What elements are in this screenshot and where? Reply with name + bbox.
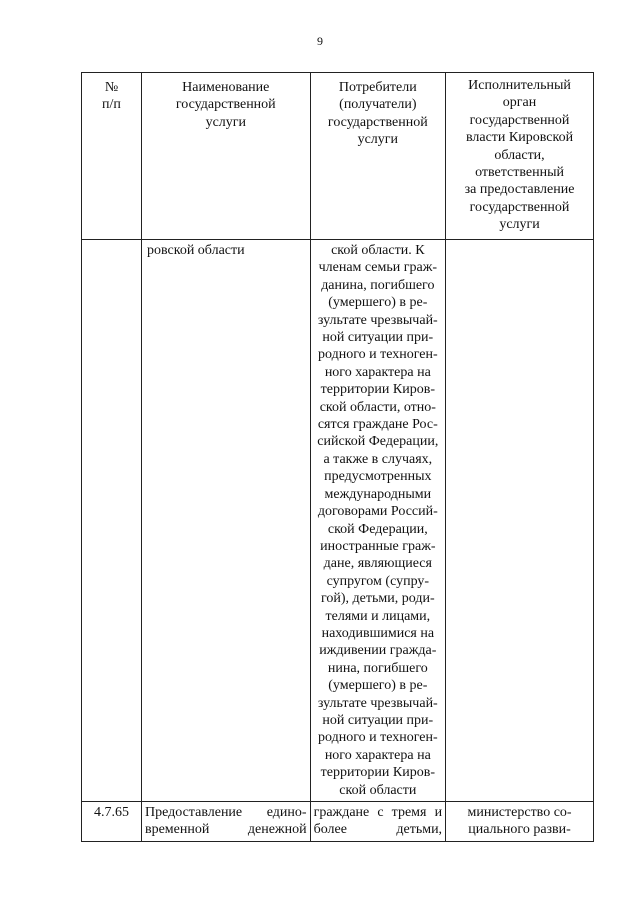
cell-consumers-line: предусмотренных	[324, 469, 432, 485]
cell-consumers-line: телями и лицами,	[325, 608, 431, 624]
header-organ-line: услуги	[499, 217, 540, 233]
cell-consumers-line: а также в случаях,	[323, 451, 433, 467]
cell-consumers-line: ной ситуации при-	[322, 712, 434, 728]
cell-consumers-line: данина, погибшего	[321, 277, 435, 293]
cell-consumers-line: зультате чрезвычай-	[317, 312, 438, 328]
cell-consumers-line: родного и техноген-	[317, 730, 438, 746]
header-organ-line: власти Кировской	[465, 130, 574, 146]
page-number: 9	[317, 34, 323, 48]
cell-service-name-line: Предоставление едино-	[144, 805, 307, 820]
cell-service-name	[141, 802, 310, 842]
header-organ-line: Исполнительный	[468, 78, 571, 93]
cell-consumers-line: сятся граждане Рос-	[317, 417, 438, 433]
cell-service-name-line: временной денежной	[144, 822, 307, 838]
cell-executive-organ	[446, 802, 594, 842]
cell-consumers-line: (умершего) в ре-	[328, 678, 428, 694]
header-service-name-line: Наименование	[182, 80, 270, 95]
cell-consumers-line: находившимися на	[321, 625, 435, 641]
cell-consumers-line: родного и техноген-	[317, 347, 438, 363]
header-consumers-line: государственной	[327, 114, 428, 130]
cell-number	[82, 240, 142, 802]
header-service-name-line: услуги	[205, 114, 246, 130]
cell-organ-line: министерство со-	[467, 805, 572, 820]
cell-consumers-line: более детьми,	[313, 822, 443, 838]
cell-consumers-line: нина, погибшего	[327, 660, 428, 676]
cell-consumers-line: иностранные граж-	[320, 538, 436, 554]
header-consumers-line: услуги	[357, 132, 399, 148]
table-row	[82, 240, 594, 802]
header-number-line: п/п	[102, 97, 121, 113]
cell-consumers-line: территории Киров-	[320, 765, 435, 781]
header-executive-organ	[446, 73, 594, 240]
cell-organ-line: циального разви-	[468, 822, 571, 838]
header-number	[82, 73, 142, 240]
cell-consumers-line: ской области, отно-	[319, 399, 436, 415]
header-consumers-line: Потребители	[338, 80, 417, 95]
cell-consumers-line: договорами Россий-	[317, 504, 438, 520]
cell-consumers-line: ного характера на	[324, 364, 431, 380]
header-service-name-line: государственной	[175, 97, 276, 113]
cell-consumers-line: ской Федерации,	[327, 521, 428, 537]
cell-consumers-line: граждане с тремя и	[313, 805, 443, 820]
cell-consumers-line: ного характера на	[324, 747, 431, 763]
cell-consumers-line: дане, являющиеся	[323, 556, 432, 572]
cell-consumers-line: гой), детьми, роди-	[321, 591, 435, 607]
cell-consumers-line: супругом (супру-	[326, 573, 430, 589]
cell-consumers-line: зультате чрезвычай-	[317, 695, 438, 711]
cell-consumers-line: (умершего) в ре-	[328, 295, 428, 311]
header-number-line: №	[104, 80, 119, 95]
cell-consumers-line: территории Киров-	[320, 382, 435, 398]
header-organ-line: ответственный	[475, 165, 564, 181]
cell-service-name: ровской области	[141, 240, 310, 802]
header-consumers-line: (получатели)	[339, 97, 417, 113]
cell-consumers-line: членам семьи граж-	[318, 260, 438, 276]
header-organ-line: государственной	[469, 112, 570, 128]
table-header-row	[82, 73, 594, 240]
cell-consumers-line: ской области	[339, 782, 417, 798]
cell-number: 4.7.65	[82, 802, 142, 842]
header-organ-line: за предоставление	[464, 182, 575, 198]
cell-consumers-line: международными	[324, 486, 432, 502]
cell-consumers-line: ной ситуации при-	[322, 330, 434, 346]
table-row	[82, 802, 594, 842]
header-organ-line: государственной	[469, 199, 570, 215]
cell-consumers	[310, 240, 445, 802]
cell-consumers-line: иждивении гражда-	[319, 643, 437, 659]
header-organ-line: орган	[502, 95, 537, 111]
cell-consumers-line: сийской Федерации,	[317, 434, 439, 450]
cell-executive-organ	[446, 240, 594, 802]
services-table	[81, 72, 594, 842]
cell-consumers-line: ской области. К	[331, 243, 425, 258]
header-service-name	[141, 73, 310, 240]
header-consumers	[310, 73, 445, 240]
header-organ-line: области,	[494, 147, 545, 163]
cell-consumers	[310, 802, 445, 842]
